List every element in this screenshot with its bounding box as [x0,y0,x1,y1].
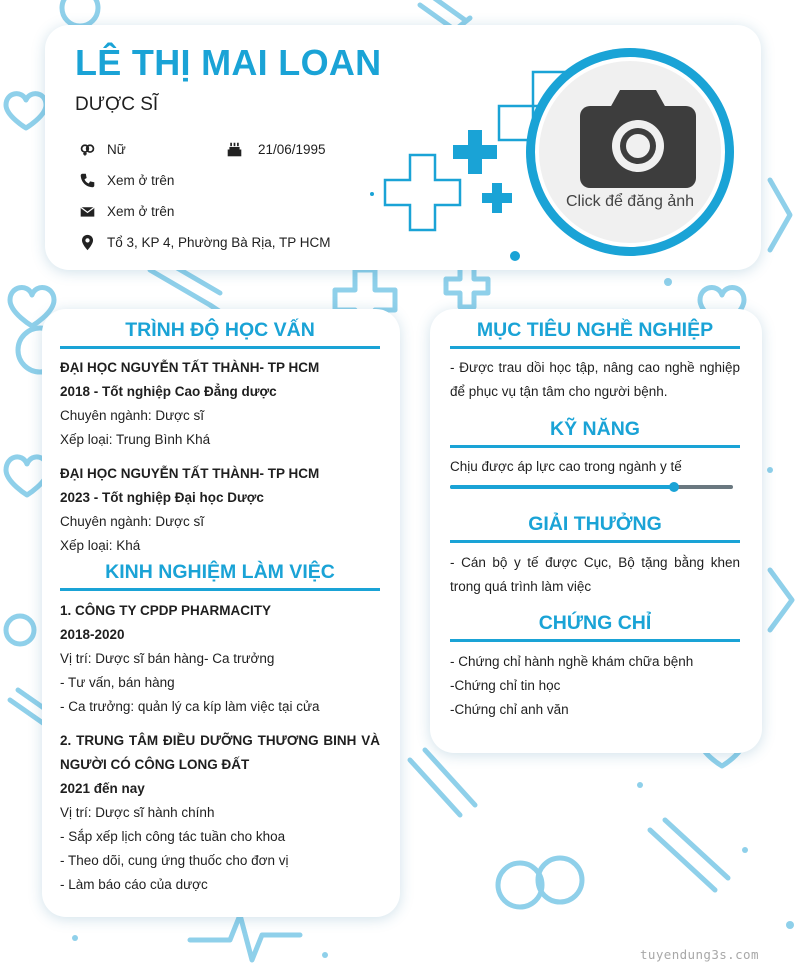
skill-level-fill [450,485,674,489]
job-period: 2018-2020 [60,627,125,642]
candidate-role: DƯỢC SĨ [75,94,159,115]
flask-icon [770,180,790,250]
birthdate-value: 21/06/1995 [258,141,326,157]
education-degree: 2023 - Tốt nghiệp Đại học Dược [60,490,264,505]
address-value: Tổ 3, KP 4, Phường Bà Rịa, TP HCM [107,234,331,250]
syringe-icon [410,750,475,815]
education-grade: Xếp loại: Trung Bình Khá [60,432,211,447]
cross-solid-icon [482,183,512,213]
photo-upload-label: Click để đăng ảnh [565,193,695,210]
certificate-item: - Chứng chỉ hành nghề khám chữa bệnh [450,654,694,669]
awards-title: GIẢI THƯỞNG [450,513,740,543]
stethoscope-icon [538,858,582,902]
gender-value: Nữ [107,141,126,157]
certificate-item: -Chứng chỉ anh văn [450,702,569,717]
job-company: 1. CÔNG TY CPDP PHARMACITY [60,603,272,618]
envelope-icon [78,202,96,220]
education-title: TRÌNH ĐỘ HỌC VẤN [60,319,380,349]
experience-title: KINH NGHIỆM LÀM VIỆC [60,561,380,591]
profile-photo-upload[interactable] [526,48,734,256]
skills-title: KỸ NĂNG [450,418,740,448]
certificate-item: -Chứng chỉ tin học [450,678,561,693]
job-position: Vị trí: Dược sĩ bán hàng- Ca trưởng [60,651,275,666]
heartbeat-icon [190,915,300,960]
cross-outline-icon [385,155,460,230]
email-row [78,202,174,220]
education-grade: Xếp loại: Khá [60,538,141,553]
certificates-title: CHỨNG CHỈ [450,612,740,642]
job-task: - Ca trưởng: quản lý ca kíp làm việc tại cửa [60,699,320,714]
job-task: - Theo dõi, cung ứng thuốc cho đơn vị [60,853,289,868]
job-task: - Tư vấn, bán hàng [60,675,175,690]
stethoscope-icon [498,863,542,907]
objective-title: MỤC TIÊU NGHỀ NGHIỆP [450,319,740,349]
flask-icon [770,570,792,630]
gender-row [78,140,126,158]
job-company: 2. TRUNG TÂM ĐIỀU DƯỠNG THƯƠNG BINH VÀ [60,733,380,748]
phone-icon [78,171,96,189]
pill-icon [6,616,34,644]
right-column-card [430,309,762,753]
education-school: ĐẠI HỌC NGUYỄN TẤT THÀNH- TP HCM [60,466,320,481]
email-value: Xem ở trên [107,203,175,219]
pill-icon [62,0,98,26]
left-column-card [42,309,400,917]
birthdate-row [225,140,326,158]
phone-row [78,171,174,189]
education-degree: 2018 - Tốt nghiệp Cao Đẳng dược [60,384,277,399]
job-period: 2021 đến nay [60,781,145,796]
syringe-icon [650,820,728,890]
cross-solid-icon [453,130,497,174]
job-task: - Làm báo cáo của dược [60,877,208,892]
education-school: ĐẠI HỌC NGUYỄN TẤT THÀNH- TP HCM [60,360,320,375]
address-row [78,233,331,251]
awards-text: - Cán bộ y tế được Cục, Bộ tặng bằng khen trong quá trình làm việc [450,555,740,594]
job-position: Vị trí: Dược sĩ hành chính [60,805,215,820]
camera-icon [580,90,696,188]
site-watermark: tuyendung3s.com [640,947,759,962]
phone-value: Xem ở trên [107,172,175,188]
objective-text: - Được trau dồi học tập, nâng cao nghề nghiệp để phục vụ tận tâm cho người bệnh. [450,360,740,399]
map-pin-icon [78,233,96,251]
gender-icon [78,140,96,158]
birthday-cake-icon [225,140,243,158]
education-major: Chuyên ngành: Dược sĩ [60,408,204,423]
skill-level-knob [669,482,679,492]
job-company: NGƯỜI CÓ CÔNG LONG ĐẤT [60,757,250,772]
photo-placeholder [535,57,725,247]
heart-icon [6,94,46,128]
skill-level-bar [450,485,733,489]
education-major: Chuyên ngành: Dược sĩ [60,514,204,529]
job-task: - Sắp xếp lịch công tác tuần cho khoa [60,829,286,844]
skill-name: Chịu được áp lực cao trong ngành y tế [450,459,682,474]
candidate-name: LÊ THỊ MAI LOAN [75,42,382,83]
